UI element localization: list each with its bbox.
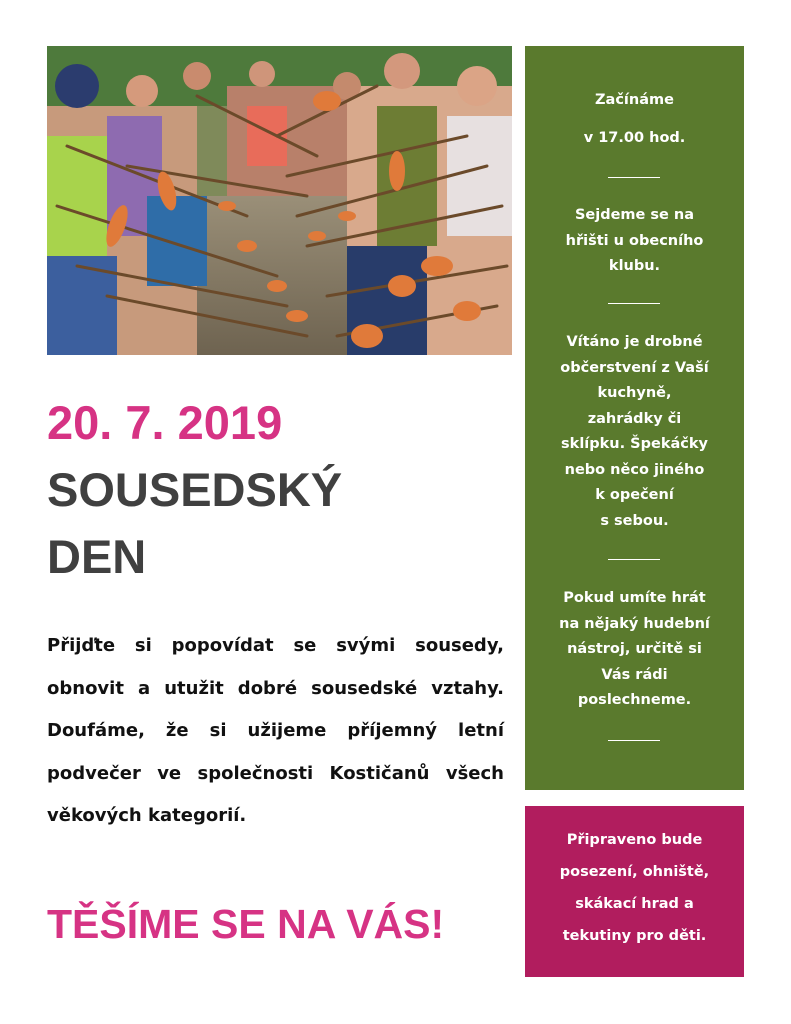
food-line: občerstvení z Vaší (560, 359, 709, 376)
meeting-line: hřišti u obecního (565, 232, 704, 249)
schedule-sidebar (525, 46, 744, 790)
amenities-line: Připraveno bude (566, 832, 703, 848)
amenities-line: posezení, ohniště, (559, 864, 710, 880)
food-line: kuchyně, (597, 385, 672, 401)
closing-slogan: TĚŠÍME SE NA VÁS! (47, 901, 445, 947)
meeting-line: klubu. (608, 258, 661, 274)
food-line: s sebou. (600, 512, 669, 529)
music-line: Vás rádi (601, 666, 668, 683)
food-line: zahrádky či (587, 410, 682, 427)
music-line: Pokud umíte hrát (563, 590, 706, 606)
meeting-place-block (525, 203, 744, 280)
food-line: nebo něco jiného (564, 461, 705, 478)
start-label: Začínáme (595, 92, 674, 108)
event-date: 20. 7. 2019 (47, 396, 283, 449)
amenities-line: tekutiny pro děti. (562, 928, 707, 944)
refreshments-block (525, 330, 744, 534)
amenities-text (525, 824, 744, 952)
start-block (525, 88, 744, 151)
sidebar-divider (608, 559, 660, 560)
event-title (47, 456, 342, 590)
event-photo (47, 46, 512, 355)
food-line: k opečení (595, 487, 674, 503)
food-line: Vítáno je drobné (566, 334, 703, 350)
music-block (525, 586, 744, 714)
meeting-line: Sejdeme se na (574, 207, 695, 223)
music-line: na nějaký hudební (559, 615, 710, 632)
sidebar-divider (608, 303, 660, 304)
photo-crowd-roasting-sausages-icon (47, 46, 512, 355)
sidebar-divider (608, 740, 660, 741)
music-line: poslechneme. (577, 692, 692, 708)
intro-paragraph: Přijďte si popovídat se svými sousedy, obnovit a utužit dobré sousedské vztahy. Doufáme, že si užijeme příjemný letní podvečer ve společnosti Kostičanů všech věkových kategorií. (47, 635, 504, 826)
event-title-line-1: SOUSEDSKÝ (47, 463, 343, 516)
food-line: sklípku. Špekáčky (561, 436, 708, 452)
music-line: nástroj, určitě si (567, 641, 702, 657)
start-time: v 17.00 hod. (583, 129, 686, 146)
amenities-line: skákací hrad a (575, 896, 694, 912)
event-title-line-2: DEN (47, 530, 147, 583)
amenities-box (525, 806, 744, 977)
sidebar-divider (608, 177, 660, 178)
